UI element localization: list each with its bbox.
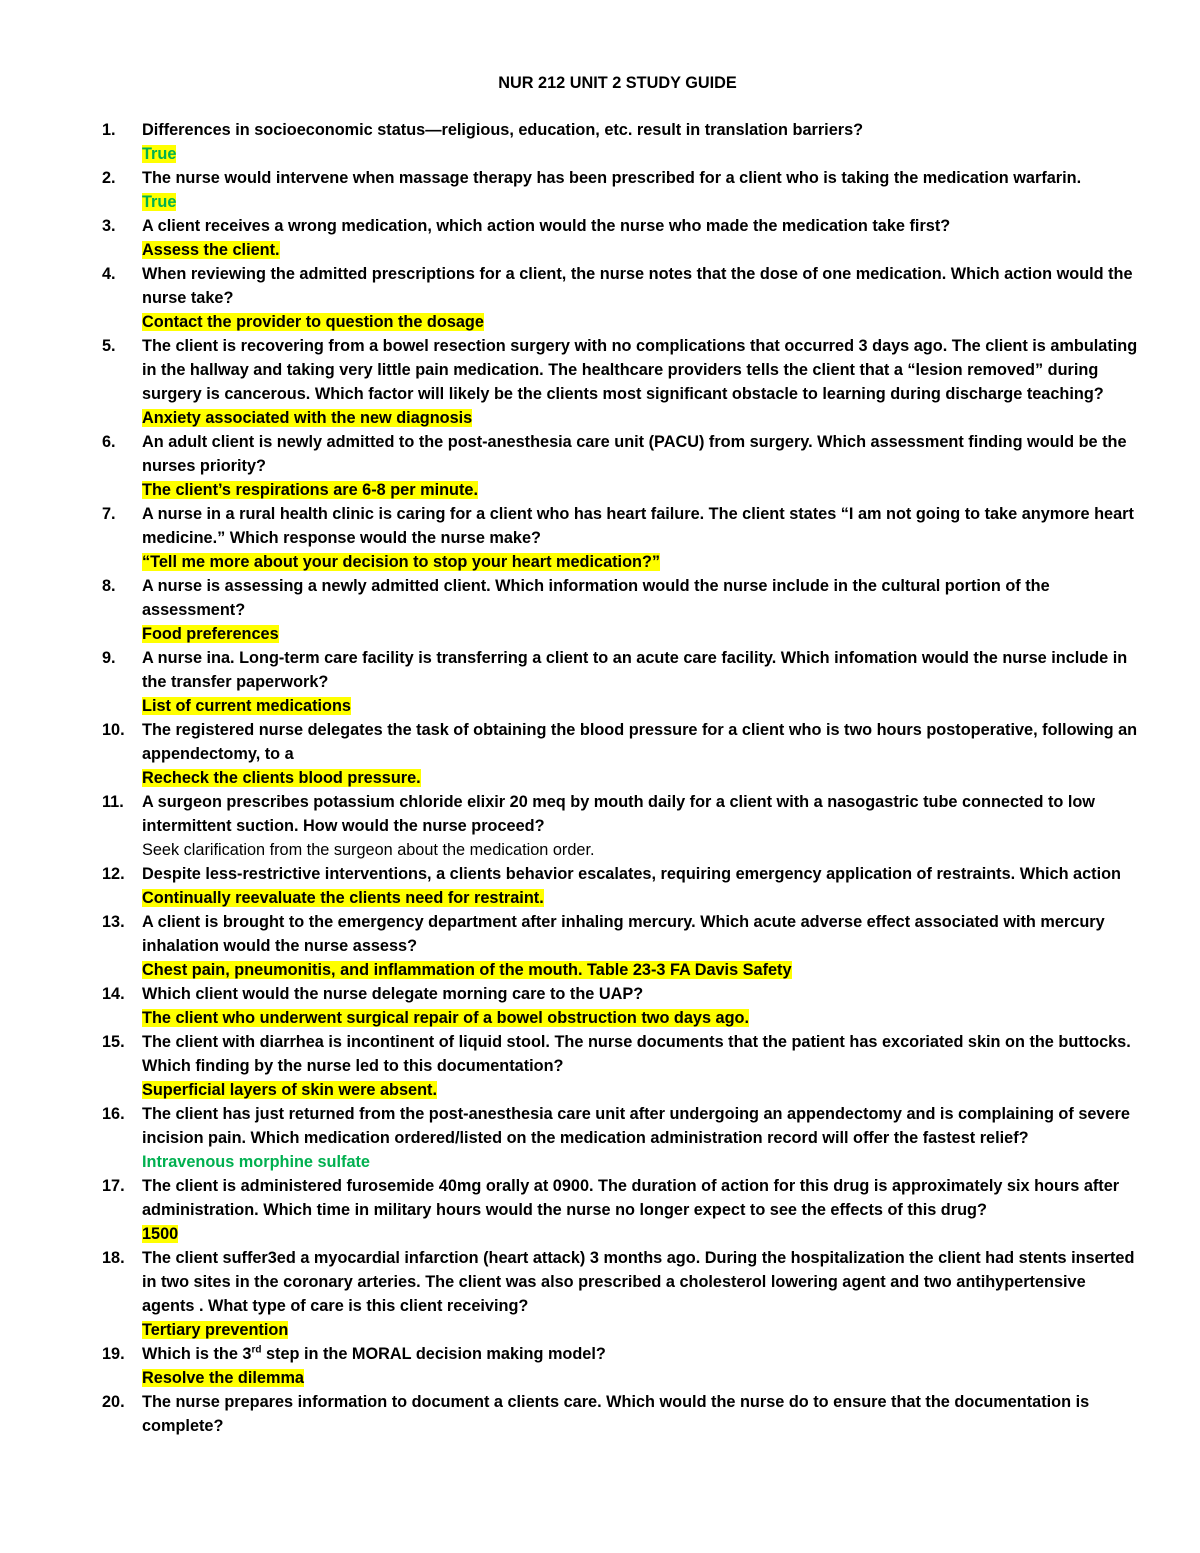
- item-number: 10.: [102, 721, 125, 739]
- answer-line: [142, 238, 1142, 262]
- item-number: 16.: [102, 1105, 125, 1123]
- list-item: [0, 1246, 1142, 1342]
- answer-line: [142, 1006, 1142, 1030]
- item-number: 18.: [102, 1249, 125, 1267]
- list-item: [0, 646, 1142, 718]
- question-text: The client has just returned from the post-anesthesia care unit after undergoing an appendectomy and is complaining of severe incision pain. Which medication ordered/listed on the medication administration record will offer the fastest relief?: [142, 1105, 1130, 1147]
- answer-text: Tertiary prevention: [142, 1321, 289, 1339]
- list-item: [0, 118, 1142, 166]
- answer-text: 1500: [142, 1225, 179, 1243]
- question-text: An adult client is newly admitted to the post-anesthesia care unit (PACU) from surgery. Which assessment finding would be the nurses priority?: [142, 433, 1127, 475]
- answer-line: [142, 1078, 1142, 1102]
- answer-text: Food preferences: [142, 625, 279, 643]
- question-text: Despite less-restrictive interventions, a clients behavior escalates, requiring emergency application of restraints. Which action: [142, 865, 1122, 883]
- answer-line: [142, 838, 1142, 862]
- answer-line: [142, 1222, 1142, 1246]
- answer-text: Seek clarification from the surgeon about the medication order.: [142, 841, 595, 859]
- answer-text: Intravenous morphine sulfate: [142, 1153, 370, 1171]
- answer-text: Anxiety associated with the new diagnosis: [142, 409, 473, 427]
- item-number: 11.: [102, 793, 124, 811]
- question-text: A client is brought to the emergency department after inhaling mercury. Which acute adverse effect associated with mercury inhalation would the nurse assess?: [142, 913, 1105, 955]
- item-number: 3.: [102, 217, 116, 235]
- item-number: 5.: [102, 337, 116, 355]
- answer-text: Assess the client.: [142, 241, 280, 259]
- answer-line: [142, 550, 1142, 574]
- question-text: A nurse in a rural health clinic is caring for a client who has heart failure. The client states “I am not going to take anymore heart medicine.” Which response would the nurse make?: [142, 505, 1134, 547]
- question-text: The registered nurse delegates the task of obtaining the blood pressure for a client who is two hours postoperative, following an appendectomy, to a: [142, 721, 1138, 763]
- item-number: 14.: [102, 985, 125, 1003]
- item-number: 1.: [102, 121, 116, 139]
- list-item: [0, 982, 1142, 1030]
- item-number: 2.: [102, 169, 116, 187]
- question-text-end: step in the MORAL decision making model?: [261, 1345, 606, 1363]
- list-item: [0, 1174, 1142, 1246]
- answer-text: Contact the provider to question the dosage: [142, 313, 484, 331]
- list-item: [0, 262, 1142, 334]
- question-text: A nurse is assessing a newly admitted client. Which information would the nurse include in the cultural portion of the assessment?: [142, 577, 1050, 619]
- list-item: [0, 334, 1142, 430]
- list-item: [0, 910, 1142, 982]
- item-number: 4.: [102, 265, 116, 283]
- question-text-start: Which is the 3: [142, 1345, 252, 1363]
- question-text: [142, 1342, 1142, 1366]
- item-number: 6.: [102, 433, 116, 451]
- question-text: The client is administered furosemide 40mg orally at 0900. The duration of action for this drug is approximately six hours after administration. Which time in military hours would the nurse no longer expect to see the effects of this drug?: [142, 1177, 1120, 1219]
- item-number: 17.: [102, 1177, 125, 1195]
- answer-text: The client who underwent surgical repair of a bowel obstruction two days ago.: [142, 1009, 750, 1027]
- question-text: A client receives a wrong medication, which action would the nurse who made the medication take first?: [142, 217, 951, 235]
- answer-line: [142, 766, 1142, 790]
- list-item: [0, 1102, 1142, 1174]
- answer-line: [142, 190, 1142, 214]
- question-text: The client with diarrhea is incontinent of liquid stool. The nurse documents that the patient has excoriated skin on the buttocks. Which finding by the nurse led to this documentation?: [142, 1033, 1131, 1075]
- item-number: 15.: [102, 1033, 125, 1051]
- answer-text: Continually reevaluate the clients need for restraint.: [142, 889, 544, 907]
- answer-line: [142, 478, 1142, 502]
- answer-line: [142, 406, 1142, 430]
- answer-line: [142, 958, 1142, 982]
- answer-line: [142, 1150, 1142, 1174]
- item-number: 19.: [102, 1345, 125, 1363]
- list-item: [0, 790, 1142, 862]
- question-text: A surgeon prescribes potassium chloride elixir 20 meq by mouth daily for a client with a nasogastric tube connected to low intermittent suction. How would the nurse proceed?: [142, 793, 1095, 835]
- question-list: [0, 118, 1200, 1438]
- question-text: A nurse ina. Long-term care facility is transferring a client to an acute care facility. Which infomation would the nurse include in the transfer paperwork?: [142, 649, 1128, 691]
- answer-text: Superficial layers of skin were absent.: [142, 1081, 437, 1099]
- question-text: Which client would the nurse delegate morning care to the UAP?: [142, 985, 644, 1003]
- answer-line: [142, 1366, 1142, 1390]
- list-item: [0, 1030, 1142, 1102]
- list-item: [0, 574, 1142, 646]
- question-text: The nurse prepares information to document a clients care. Which would the nurse do to ensure that the documentation is complete?: [142, 1393, 1090, 1435]
- item-number: 12.: [102, 865, 125, 883]
- list-item: [0, 1342, 1142, 1390]
- question-text: Differences in socioeconomic status—religious, education, etc. result in translation barriers?: [142, 121, 864, 139]
- list-item: [0, 214, 1142, 262]
- answer-line: [142, 142, 1142, 166]
- question-text: The nurse would intervene when massage therapy has been prescribed for a client who is taking the medication warfarin.: [142, 169, 1082, 187]
- question-text: When reviewing the admitted prescriptions for a client, the nurse notes that the dose of one medication. Which action would the nurse take?: [142, 265, 1133, 307]
- answer-text: True: [142, 145, 177, 163]
- ordinal-suffix: rd: [251, 1344, 262, 1356]
- answer-text: Recheck the clients blood pressure.: [142, 769, 421, 787]
- answer-text: Chest pain, pneumonitis, and inflammation of the mouth. Table 23-3 FA Davis Safety: [142, 961, 792, 979]
- answer-text: The client’s respirations are 6-8 per minute.: [142, 481, 478, 499]
- answer-line: [142, 310, 1142, 334]
- answer-line: [142, 694, 1142, 718]
- item-number: 13.: [102, 913, 125, 931]
- answer-line: [142, 1318, 1142, 1342]
- answer-text: True: [142, 193, 177, 211]
- answer-text: Resolve the dilemma: [142, 1369, 304, 1387]
- answer-line: [142, 622, 1142, 646]
- question-text: The client suffer3ed a myocardial infarction (heart attack) 3 months ago. During the hospitalization the client had stents inserted in two sites in the coronary arteries. The client was also prescribed a cholesterol lowering agent and two antihypertensive agents . What type of care is this client receiving?: [142, 1249, 1135, 1315]
- list-item: [0, 166, 1142, 214]
- item-number: 20.: [102, 1393, 125, 1411]
- page-title: NUR 212 UNIT 2 STUDY GUIDE: [498, 74, 737, 92]
- item-number: 9.: [102, 649, 116, 667]
- item-number: 8.: [102, 577, 116, 595]
- item-number: 7.: [102, 505, 116, 523]
- answer-line: [142, 886, 1142, 910]
- question-text: The client is recovering from a bowel resection surgery with no complications that occurred 3 days ago. The client is ambulating in the hallway and taking very little pain medication. The healthcare providers tells the client that a “lesion removed” during surgery is cancerous. Which factor will likely be the clients most significant obstacle to learning during discharge teaching?: [142, 337, 1138, 403]
- list-item: [0, 1390, 1142, 1438]
- list-item: [0, 430, 1142, 502]
- list-item: [0, 862, 1142, 910]
- list-item: [0, 718, 1142, 790]
- list-item: [0, 502, 1142, 574]
- answer-text: List of current medications: [142, 697, 351, 715]
- answer-text: “Tell me more about your decision to stop your heart medication?”: [142, 553, 661, 571]
